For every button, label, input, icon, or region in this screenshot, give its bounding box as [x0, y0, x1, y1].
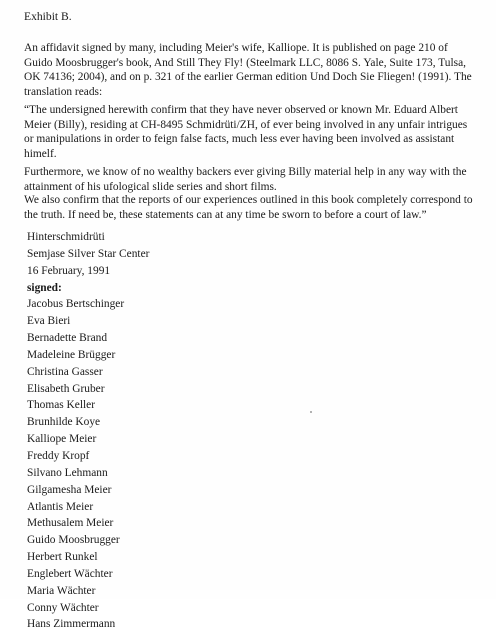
signed-label: signed: — [27, 281, 62, 294]
signatory-name: Methusalem Meier — [27, 517, 114, 530]
signatory-name: Kalliope Meier — [27, 433, 97, 446]
signatory-name: Bernadette Brand — [27, 332, 108, 345]
signatory-name: Englebert Wächter — [27, 567, 113, 580]
signature-place: Hinterschmidrüti — [27, 231, 105, 243]
signatory-name: Silvano Lehmann — [27, 466, 108, 479]
exhibit-heading: Exhibit B. — [24, 10, 72, 23]
signatory-name: Brunhilde Koye — [27, 416, 101, 429]
signatory-name: Thomas Keller — [27, 399, 96, 412]
signatory-name: Herbert Runkel — [27, 551, 98, 564]
signatory-list — [27, 296, 149, 633]
signature-center: Semjase Silver Star Center — [27, 247, 150, 260]
signature-date: 16 February, 1991 — [27, 264, 111, 277]
signatory-name: Atlantis Meier — [27, 500, 94, 513]
signatory-name: Gilgamesha Meier — [27, 483, 112, 496]
affidavit-paragraph-2: Furthermore, we know of no wealthy backers ever giving Billy material help in any way with the attainment of his ufological slide series and short films. — [24, 166, 467, 193]
signatory-name: Freddy Kropf — [27, 449, 90, 462]
signatory-name: Hans Zimmermann — [27, 618, 116, 631]
signatory-name: Elisabeth Gruber — [27, 382, 105, 395]
signatory-name: Guido Moosbrugger — [27, 534, 120, 547]
scan-speck — [310, 411, 312, 413]
signatory-name: Eva Bieri — [27, 315, 71, 328]
signatory-name: Conny Wächter — [27, 601, 99, 614]
signatory-name: Madeleine Brügger — [27, 348, 116, 361]
signatory-name: Jacobus Bertschinger — [27, 298, 125, 311]
signatory-name: Christina Gasser — [27, 365, 103, 378]
intro-paragraph: An affidavit signed by many, including Meier's wife, Kalliope. It is published on page 210 of Guido Moosbrugger's book, And Still They Fly! (Steelmark LLC, 8086 S. Yale, Suite 173, Tulsa, OK 74136; 2004), and on p. 321 of the earlier German edition Und Doch Sie Fliegen! (1991). The translation reads: — [24, 42, 472, 98]
affidavit-paragraph-1: “The undersigned herewith confirm that they have never observed or known Mr. Eduard Albert Meier (Billy), residing at CH-8495 Schmidrüti/ZH, of ever being involved in any unfair intrigues or manipulations in order to feign false facts, much less ever having been involved as assistant himelf. — [24, 104, 468, 160]
affidavit-paragraph-3: We also confirm that the reports of our experiences outlined in this book completely correspond to the truth. If need be, these statements can at any time be sworn to before a court of law.” — [24, 194, 473, 221]
signature-block — [27, 229, 149, 633]
signatory-name: Maria Wächter — [27, 584, 96, 597]
